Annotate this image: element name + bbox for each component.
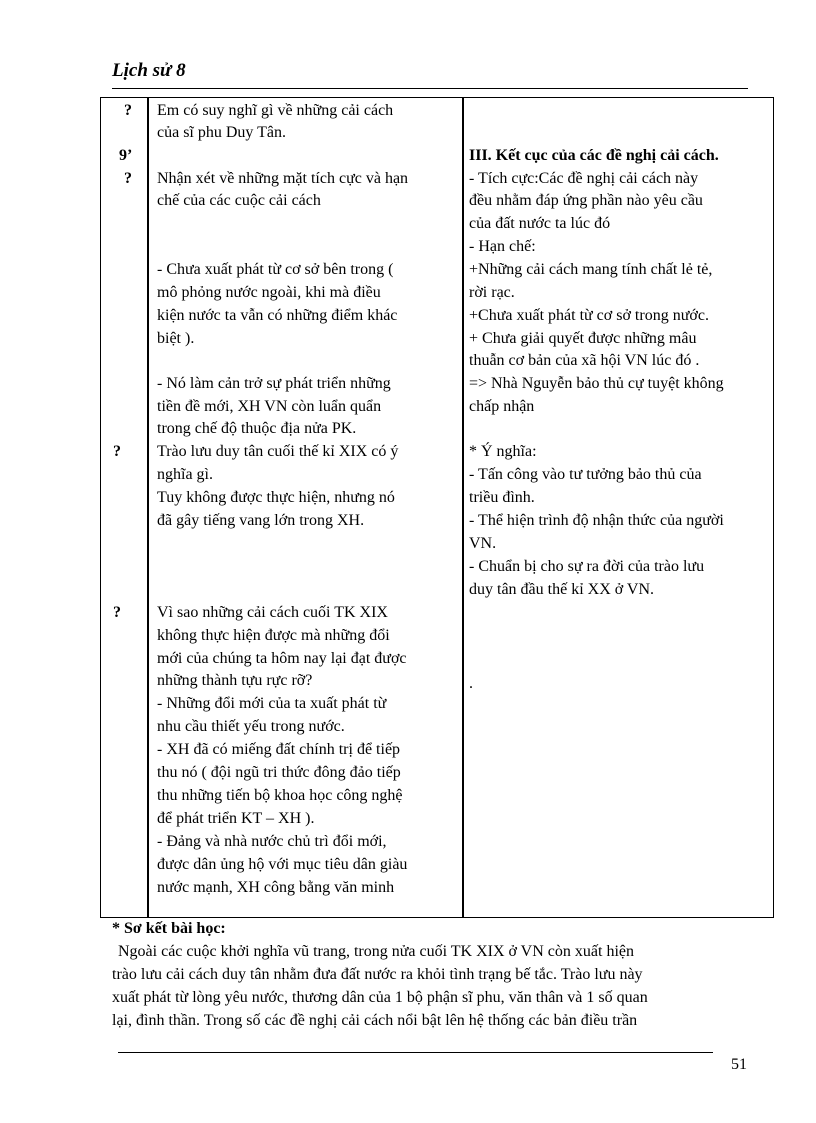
middle-line: thu nó ( đội ngũ tri thức đông đảo tiếp — [157, 764, 401, 781]
right-line: của đất nước ta lúc đó — [469, 215, 611, 232]
footer-rule — [118, 1052, 713, 1053]
column-divider — [463, 98, 464, 917]
summary-line: xuất phát từ lòng yêu nước, thương dân của 1 bộ phận sĩ phu, văn thân và 1 số quan — [112, 989, 648, 1006]
right-line: rời rạc. — [469, 284, 515, 301]
middle-line: thu những tiến bộ khoa học công nghệ — [157, 787, 403, 804]
right-line: => Nhà Nguyễn bảo thủ cự tuyệt không — [469, 375, 724, 392]
middle-line: mới của chúng ta hôm nay lại đạt được — [157, 650, 407, 667]
column-divider — [148, 98, 149, 917]
middle-line: để phát triển KT – XH ). — [157, 810, 315, 827]
right-line: - Thể hiện trình độ nhận thức của người — [469, 512, 724, 529]
right-line: chấp nhận — [469, 398, 535, 415]
middle-line: - Chưa xuất phát từ cơ sở bên trong ( — [157, 261, 394, 278]
middle-line: Nhận xét về những mặt tích cực và hạn — [157, 170, 409, 187]
question-mark: ? — [124, 102, 132, 119]
question-mark: ? — [113, 604, 121, 621]
middle-line: Vì sao những cải cách cuối TK XIX — [157, 604, 388, 621]
right-line: - Tích cực:Các đề nghị cải cách này — [469, 170, 699, 187]
middle-line: mô phỏng nước ngoài, khi mà điều — [157, 284, 381, 301]
middle-line: - Nó làm cản trở sự phát triển những — [157, 375, 391, 392]
right-line: VN. — [469, 535, 497, 552]
middle-line: Trào lưu duy tân cuối thế kỉ XIX có ý — [157, 443, 399, 460]
time-marker: 9’ — [119, 147, 133, 164]
right-line: + Chưa giải quyết được những mâu — [469, 330, 697, 347]
right-line: - Chuẩn bị cho sự ra đời của trào lưu — [469, 558, 705, 575]
middle-line: đã gây tiếng vang lớn trong XH. — [157, 512, 365, 529]
middle-line: biệt ). — [157, 330, 195, 347]
page-header-title: Lịch sử 8 — [112, 60, 186, 81]
right-line: +Những cải cách mang tính chất lẻ tẻ, — [469, 261, 713, 278]
middle-line: Em có suy nghĩ gì về những cải cách — [157, 102, 394, 119]
page-number: 51 — [731, 1056, 747, 1073]
middle-line: nước mạnh, XH công bằng văn minh — [157, 879, 395, 896]
right-line: - Hạn chế: — [469, 238, 536, 255]
middle-line: Tuy không được thực hiện, nhưng nó — [157, 489, 395, 506]
middle-line: tiền đề mới, XH VN còn luẩn quẩn — [157, 398, 382, 415]
middle-line: của sĩ phu Duy Tân. — [157, 124, 287, 141]
right-line: duy tân đầu thế kỉ XX ở VN. — [469, 581, 655, 598]
middle-line: - Đảng và nhà nước chủ trì đổi mới, — [157, 833, 387, 850]
middle-line: nhu cầu thiết yếu trong nước. — [157, 718, 345, 735]
question-mark: ? — [113, 443, 121, 460]
middle-line: nghĩa gì. — [157, 466, 213, 483]
right-line: - Tấn công vào tư tưởng bảo thủ của — [469, 466, 702, 483]
header-rule — [112, 88, 748, 89]
section-heading: III. Kết cục của các đề nghị cải cách. — [469, 147, 719, 164]
question-mark: ? — [124, 170, 132, 187]
right-line: +Chưa xuất phát từ cơ sở trong nước. — [469, 307, 709, 324]
right-line: đều nhằm đáp ứng phần nào yêu cầu — [469, 192, 703, 209]
middle-line: trong chế độ thuộc địa nửa PK. — [157, 420, 357, 437]
middle-line: chế của các cuộc cải cách — [157, 192, 321, 209]
lesson-table — [100, 97, 774, 918]
right-line: triều đình. — [469, 489, 535, 506]
middle-line: không thực hiện được mà những đổi — [157, 627, 390, 644]
right-line: * Ý nghĩa: — [469, 443, 537, 460]
middle-line: - Những đổi mới của ta xuất phát từ — [157, 695, 387, 712]
summary-line: Ngoài các cuộc khởi nghĩa vũ trang, trong nửa cuối TK XIX ở VN còn xuất hiện — [118, 943, 634, 960]
summary-line: lại, đình thần. Trong số các đề nghị cải cách nổi bật lên hệ thống các bản điều trần — [112, 1012, 638, 1029]
middle-line: những thành tựu rực rỡ? — [157, 672, 313, 689]
middle-line: được dân ủng hộ với mục tiêu dân giàu — [157, 856, 408, 873]
summary-line: trào lưu cải cách duy tân nhằm đưa đất nước ra khỏi tình trạng bế tắc. Trào lưu này — [112, 966, 643, 983]
middle-line: kiện nước ta vẫn có những điểm khác — [157, 307, 398, 324]
middle-line: - XH đã có miếng đất chính trị để tiếp — [157, 741, 401, 758]
right-line: . — [469, 675, 473, 692]
summary-heading: * Sơ kết bài học: — [112, 920, 226, 937]
right-line: thuẫn cơ bản của xã hội VN lúc đó . — [469, 352, 700, 369]
